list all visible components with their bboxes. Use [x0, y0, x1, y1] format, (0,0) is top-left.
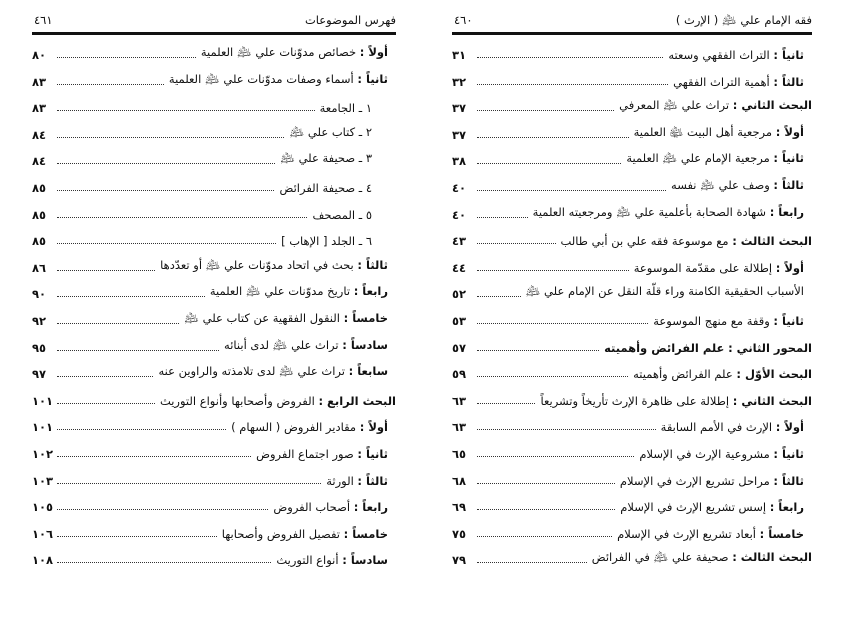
entry-label: أولاً :	[775, 420, 804, 435]
toc-entry	[32, 439, 396, 461]
dot-leader	[57, 137, 284, 138]
dot-leader	[57, 296, 205, 297]
entry-text	[229, 420, 388, 434]
dot-leader	[57, 163, 275, 164]
entry-label: ثانياً :	[773, 151, 804, 166]
toc-entry	[32, 226, 396, 248]
entry-title: الفروض وأصحابها وأنواع التوريث	[159, 393, 315, 408]
entry-page-number: ٥٢	[452, 287, 467, 302]
entry-text	[310, 208, 372, 222]
entry-title: الأسباب الحقيقية الكامنة وراء قلّة النقل عن الإمام علي ﵇	[525, 284, 804, 299]
toc-entry	[452, 93, 812, 115]
entry-page-number: ٨٥	[32, 234, 47, 249]
entry-title: إطلالة على ظاهرة الإرث تأريخاً وتشريعاً	[540, 393, 730, 408]
entry-text	[274, 553, 388, 567]
entry-text	[271, 500, 388, 514]
entry-text	[182, 311, 388, 328]
entry-page-number: ٣٨	[452, 154, 467, 169]
entry-page-number: ٨٤	[32, 127, 47, 142]
dot-leader	[57, 57, 196, 58]
dot-leader	[477, 163, 621, 164]
dot-leader	[477, 84, 668, 85]
entry-page-number: ٣٧	[452, 101, 467, 116]
entry-label: ثانياً :	[773, 314, 804, 328]
toc-entry	[452, 226, 812, 248]
entry-page-number: ١٠٨	[32, 553, 54, 568]
entry-page-number: ٧٩	[452, 553, 467, 568]
entry-page-number: ١٠٥	[32, 500, 54, 515]
entry-label: ثالثاً :	[773, 473, 804, 488]
entry-page-number: ٣٢	[452, 74, 467, 89]
page-number: ٤٦٠	[454, 13, 473, 27]
toc-entry	[32, 279, 396, 301]
toc-entry	[452, 120, 812, 142]
entry-text	[156, 364, 388, 381]
dot-leader	[57, 456, 251, 457]
entry-label: أولاً :	[359, 420, 388, 435]
entry-text	[637, 447, 804, 461]
entry-text	[199, 45, 388, 62]
entry-page-number: ٨٣	[32, 74, 47, 89]
entry-label: أولاً :	[359, 45, 388, 59]
entry-page-number: ١٠١	[32, 393, 54, 408]
page-number: ٤٦١	[34, 13, 53, 27]
entry-title: تفصيل الفروض وأصحابها	[221, 526, 340, 541]
toc-entry	[452, 492, 812, 514]
entry-title: مرجعية الإمام علي ﵇ العلمية	[626, 151, 770, 166]
entry-page-number: ٩٧	[32, 367, 47, 382]
entry-text	[222, 338, 388, 355]
entry-label: البحث الرابع :	[318, 393, 396, 408]
left-page	[32, 0, 396, 640]
entry-label: البحث الثاني :	[732, 393, 812, 408]
entry-page-number: ٨٤	[32, 154, 47, 169]
dot-leader	[57, 110, 315, 111]
entry-title: الإرث في الأمم السابقة	[660, 420, 773, 435]
entry-text	[279, 234, 372, 248]
entry-title: مراحل تشريع الإرث في الإسلام	[619, 473, 770, 488]
entry-page-number: ٥٣	[452, 314, 467, 328]
entry-label: البحث الثاني :	[732, 98, 812, 113]
entry-title: تراث علي ﵇ لدى تلامذته والراوين عنه	[158, 364, 345, 379]
header-rule	[452, 32, 812, 35]
dot-leader	[477, 483, 615, 484]
entry-title: تراث علي ﵇ لدى أبنائه	[224, 337, 339, 352]
entry-label: رابعاً :	[769, 204, 804, 219]
toc-entry	[452, 306, 812, 328]
toc-entry	[452, 333, 812, 355]
toc-entry	[452, 67, 812, 89]
header-rule	[32, 32, 396, 35]
entry-page-number: ٨٥	[32, 181, 47, 195]
toc-entry	[452, 412, 812, 434]
entry-text	[287, 125, 372, 142]
dot-leader	[477, 217, 528, 218]
dot-leader	[477, 429, 656, 430]
entry-label: المحور الثاني :	[728, 340, 812, 355]
entry-page-number: ١٠٢	[32, 447, 54, 461]
dot-leader	[477, 190, 666, 191]
entry-page-number: ٩٠	[32, 287, 47, 302]
entry-label: ثانياً :	[357, 447, 388, 461]
right-page	[452, 0, 812, 640]
entry-page-number: ١٠٣	[32, 473, 54, 488]
entry-page-number: ٦٥	[452, 447, 467, 461]
toc-entry	[452, 359, 812, 381]
entry-text	[631, 367, 812, 381]
entry-text	[615, 527, 804, 541]
entry-text	[659, 420, 804, 434]
dot-leader	[477, 562, 587, 563]
entry-text	[618, 474, 804, 488]
entry-label: ثالثاً :	[773, 74, 804, 89]
entry-title: علم الفرائض وأهميته	[604, 340, 725, 355]
entry-page-number: ٩٢	[32, 314, 47, 328]
entry-label: خامساً :	[343, 526, 388, 541]
toc-entry	[32, 519, 396, 541]
entry-page-number: ٨٦	[32, 260, 47, 275]
entry-text	[624, 151, 804, 168]
toc-entry	[32, 359, 396, 381]
entry-title: أنواع التوريث	[276, 553, 339, 568]
entry-page-number: ٨٥	[32, 207, 47, 222]
entry-page-number: ٣٧	[452, 127, 467, 142]
toc-entry	[452, 40, 812, 62]
entry-text	[651, 314, 804, 328]
entry-title: وصف علي ﵇ نفسه	[671, 178, 770, 192]
entry-text	[590, 550, 812, 567]
dot-leader	[57, 217, 307, 218]
entry-text	[538, 394, 812, 408]
entry-title: تاريخ مدوّنات علي ﵇ العلمية	[209, 284, 351, 299]
toc-entry	[32, 146, 396, 168]
entry-text	[632, 261, 804, 275]
entry-label: ثالثاً :	[773, 178, 804, 192]
page-header	[452, 13, 812, 31]
entry-label: ثالثاً :	[357, 473, 388, 488]
entry-label: أولاً :	[775, 260, 804, 275]
entry-title: مع موسوعة فقه علي بن أبي طالب	[560, 234, 729, 249]
entry-title: إطلالة على مقدّمة الموسوعة	[633, 260, 773, 275]
toc-entry	[32, 386, 396, 408]
entry-text	[167, 72, 388, 89]
entry-text	[531, 205, 804, 222]
toc-entry	[32, 466, 396, 488]
entry-title: ٤ ـ صحيفة الفرائض	[279, 181, 372, 195]
entry-page-number: ٥٩	[452, 367, 467, 382]
entry-title: مرجعية أهل البيت ﵍ العلمية	[633, 124, 773, 139]
entry-page-number: ٤٤	[452, 260, 467, 275]
toc-entry	[452, 386, 812, 408]
toc-entry	[32, 67, 396, 89]
entry-page-number: ٤٠	[452, 181, 467, 195]
entry-label: البحث الثالث :	[732, 550, 812, 565]
dot-leader	[57, 483, 321, 484]
entry-text	[666, 48, 804, 62]
entry-page-number: ٩٥	[32, 340, 47, 355]
entry-title: ٦ ـ الجلد [ الإهاب ]	[281, 234, 372, 249]
dot-leader	[477, 323, 648, 324]
entry-page-number: ٦٨	[452, 473, 467, 488]
toc-entry	[452, 279, 812, 301]
entry-title: تراث علي ﵇ المعرفي	[619, 98, 730, 113]
dot-leader	[477, 509, 615, 510]
dot-leader	[477, 110, 614, 111]
toc-entry	[32, 545, 396, 567]
dot-leader	[57, 350, 219, 351]
entry-text	[278, 151, 372, 168]
entry-title: صحيفة علي ﵇ في الفرائض	[591, 550, 729, 565]
entry-title: بحث في اتحاد مدوّنات علي ﵇ أو تعدّدها	[160, 257, 354, 272]
entry-text	[158, 258, 388, 275]
entry-title: التراث الفقهي وسعته	[668, 48, 770, 62]
entry-page-number: ٨٠	[32, 48, 47, 62]
dot-leader	[477, 296, 521, 297]
dot-leader	[477, 57, 663, 58]
entry-text	[671, 75, 804, 89]
dot-leader	[477, 376, 628, 377]
entry-title: ١ ـ الجامعة	[319, 101, 372, 116]
dot-leader	[57, 562, 271, 563]
entry-page-number: ٧٥	[452, 526, 467, 541]
toc-entry	[452, 545, 812, 567]
toc-entry	[32, 412, 396, 434]
entry-page-number: ٦٣	[452, 393, 467, 408]
entry-text	[669, 178, 804, 195]
entry-label: ثانياً :	[357, 71, 388, 86]
dot-leader	[477, 536, 612, 537]
dot-leader	[57, 243, 276, 244]
entry-title: صور اجتماع الفروض	[256, 447, 354, 461]
toc-entry	[452, 146, 812, 168]
entry-title: ٣ ـ صحيفة علي ﵇	[280, 151, 372, 166]
entry-title: ٥ ـ المصحف	[312, 207, 372, 222]
entry-text	[324, 474, 388, 488]
dot-leader	[477, 270, 629, 271]
dot-leader	[477, 243, 556, 244]
entry-title: مشروعية الإرث في الإسلام	[639, 447, 770, 461]
entry-text	[318, 101, 372, 115]
toc-entry	[32, 93, 396, 115]
entry-label: أولاً :	[775, 124, 804, 139]
toc-entry	[452, 439, 812, 461]
toc-entry	[32, 200, 396, 222]
entry-text	[632, 125, 804, 142]
entry-label: رابعاً :	[353, 284, 388, 299]
entry-page-number: ٣١	[452, 48, 467, 62]
toc-entry	[32, 120, 396, 142]
entry-title: أصحاب الفروض	[273, 500, 351, 515]
dot-leader	[57, 270, 155, 271]
entry-title: مقادير الفروض ( السهام )	[231, 420, 357, 435]
entry-label: سابعاً :	[348, 364, 388, 379]
entry-label: رابعاً :	[353, 500, 388, 515]
entry-title: علم الفرائض وأهميته	[633, 367, 733, 382]
dot-leader	[57, 536, 217, 537]
dot-leader	[477, 350, 599, 351]
entry-label: ثانياً :	[773, 447, 804, 461]
entry-text	[220, 527, 388, 541]
toc-entry	[32, 40, 396, 62]
toc-entry	[452, 466, 812, 488]
entry-page-number: ٦٩	[452, 500, 467, 515]
entry-title: أبعاد تشريع الإرث في الإسلام	[617, 526, 756, 541]
entry-label: البحث الثالث :	[732, 234, 812, 249]
entry-title: شهادة الصحابة بأعلمية علي ﵇ ومرجعيته العلمية	[532, 204, 767, 219]
entry-text	[524, 284, 804, 301]
toc-entry	[32, 173, 396, 195]
entry-title: وقفة مع منهج الموسوعة	[653, 314, 770, 328]
entry-text	[254, 447, 388, 461]
entry-label: خامساً :	[759, 526, 804, 541]
entry-title: أسماء وصفات مدوّنات علي ﵇ العلمية	[168, 71, 354, 86]
entry-page-number: ٦٣	[452, 420, 467, 435]
dot-leader	[477, 137, 629, 138]
entry-label: سادساً :	[342, 337, 388, 352]
entry-text	[617, 98, 812, 115]
entry-text	[208, 284, 388, 301]
toc-entry	[452, 519, 812, 541]
dot-leader	[57, 403, 155, 404]
toc-entry	[452, 200, 812, 222]
entry-text	[559, 234, 813, 248]
entry-text	[158, 394, 396, 408]
toc-entry	[452, 173, 812, 195]
entry-title: أهمية التراث الفقهي	[673, 74, 770, 89]
entry-label: البحث الأوّل :	[736, 367, 812, 382]
toc-entry	[452, 253, 812, 275]
dot-leader	[57, 84, 164, 85]
entry-label: سادساً :	[342, 553, 388, 568]
entry-page-number: ١٠١	[32, 420, 54, 435]
entry-title: إسس تشريع الإرث في الإسلام	[620, 500, 767, 515]
entry-page-number: ٥٧	[452, 340, 467, 355]
entry-title: الورثة	[326, 473, 354, 488]
entry-title: ٢ ـ كتاب علي ﵇	[289, 124, 372, 139]
entry-label: ثالثاً :	[357, 257, 388, 272]
entry-label: خامساً :	[343, 311, 388, 325]
page-header	[32, 13, 396, 31]
entry-text	[618, 500, 804, 514]
dot-leader	[477, 403, 535, 404]
running-title: فهرس الموضوعات	[304, 13, 396, 27]
entry-page-number: ٤٣	[452, 234, 467, 249]
entry-text	[602, 341, 812, 355]
entry-page-number: ٤٠	[452, 207, 467, 222]
entry-title: النقول الفقهية عن كتاب علي ﵇	[184, 311, 340, 325]
dot-leader	[57, 509, 268, 510]
toc-entry	[32, 306, 396, 328]
running-title: فقه الإمام علي ﵇ ( الإرث )	[675, 13, 812, 27]
toc-entry	[32, 333, 396, 355]
dot-leader	[477, 456, 634, 457]
entry-page-number: ٨٣	[32, 101, 47, 116]
toc-entry	[32, 492, 396, 514]
entry-page-number: ١٠٦	[32, 526, 54, 541]
entry-title: خصائص مدوّنات علي ﵇ العلمية	[200, 45, 357, 59]
entry-label: ثانياً :	[773, 48, 804, 62]
dot-leader	[57, 323, 179, 324]
toc-entry	[32, 253, 396, 275]
dot-leader	[57, 190, 274, 191]
entry-label: رابعاً :	[769, 500, 804, 515]
entry-text	[277, 181, 372, 195]
dot-leader	[57, 376, 153, 377]
dot-leader	[57, 429, 226, 430]
